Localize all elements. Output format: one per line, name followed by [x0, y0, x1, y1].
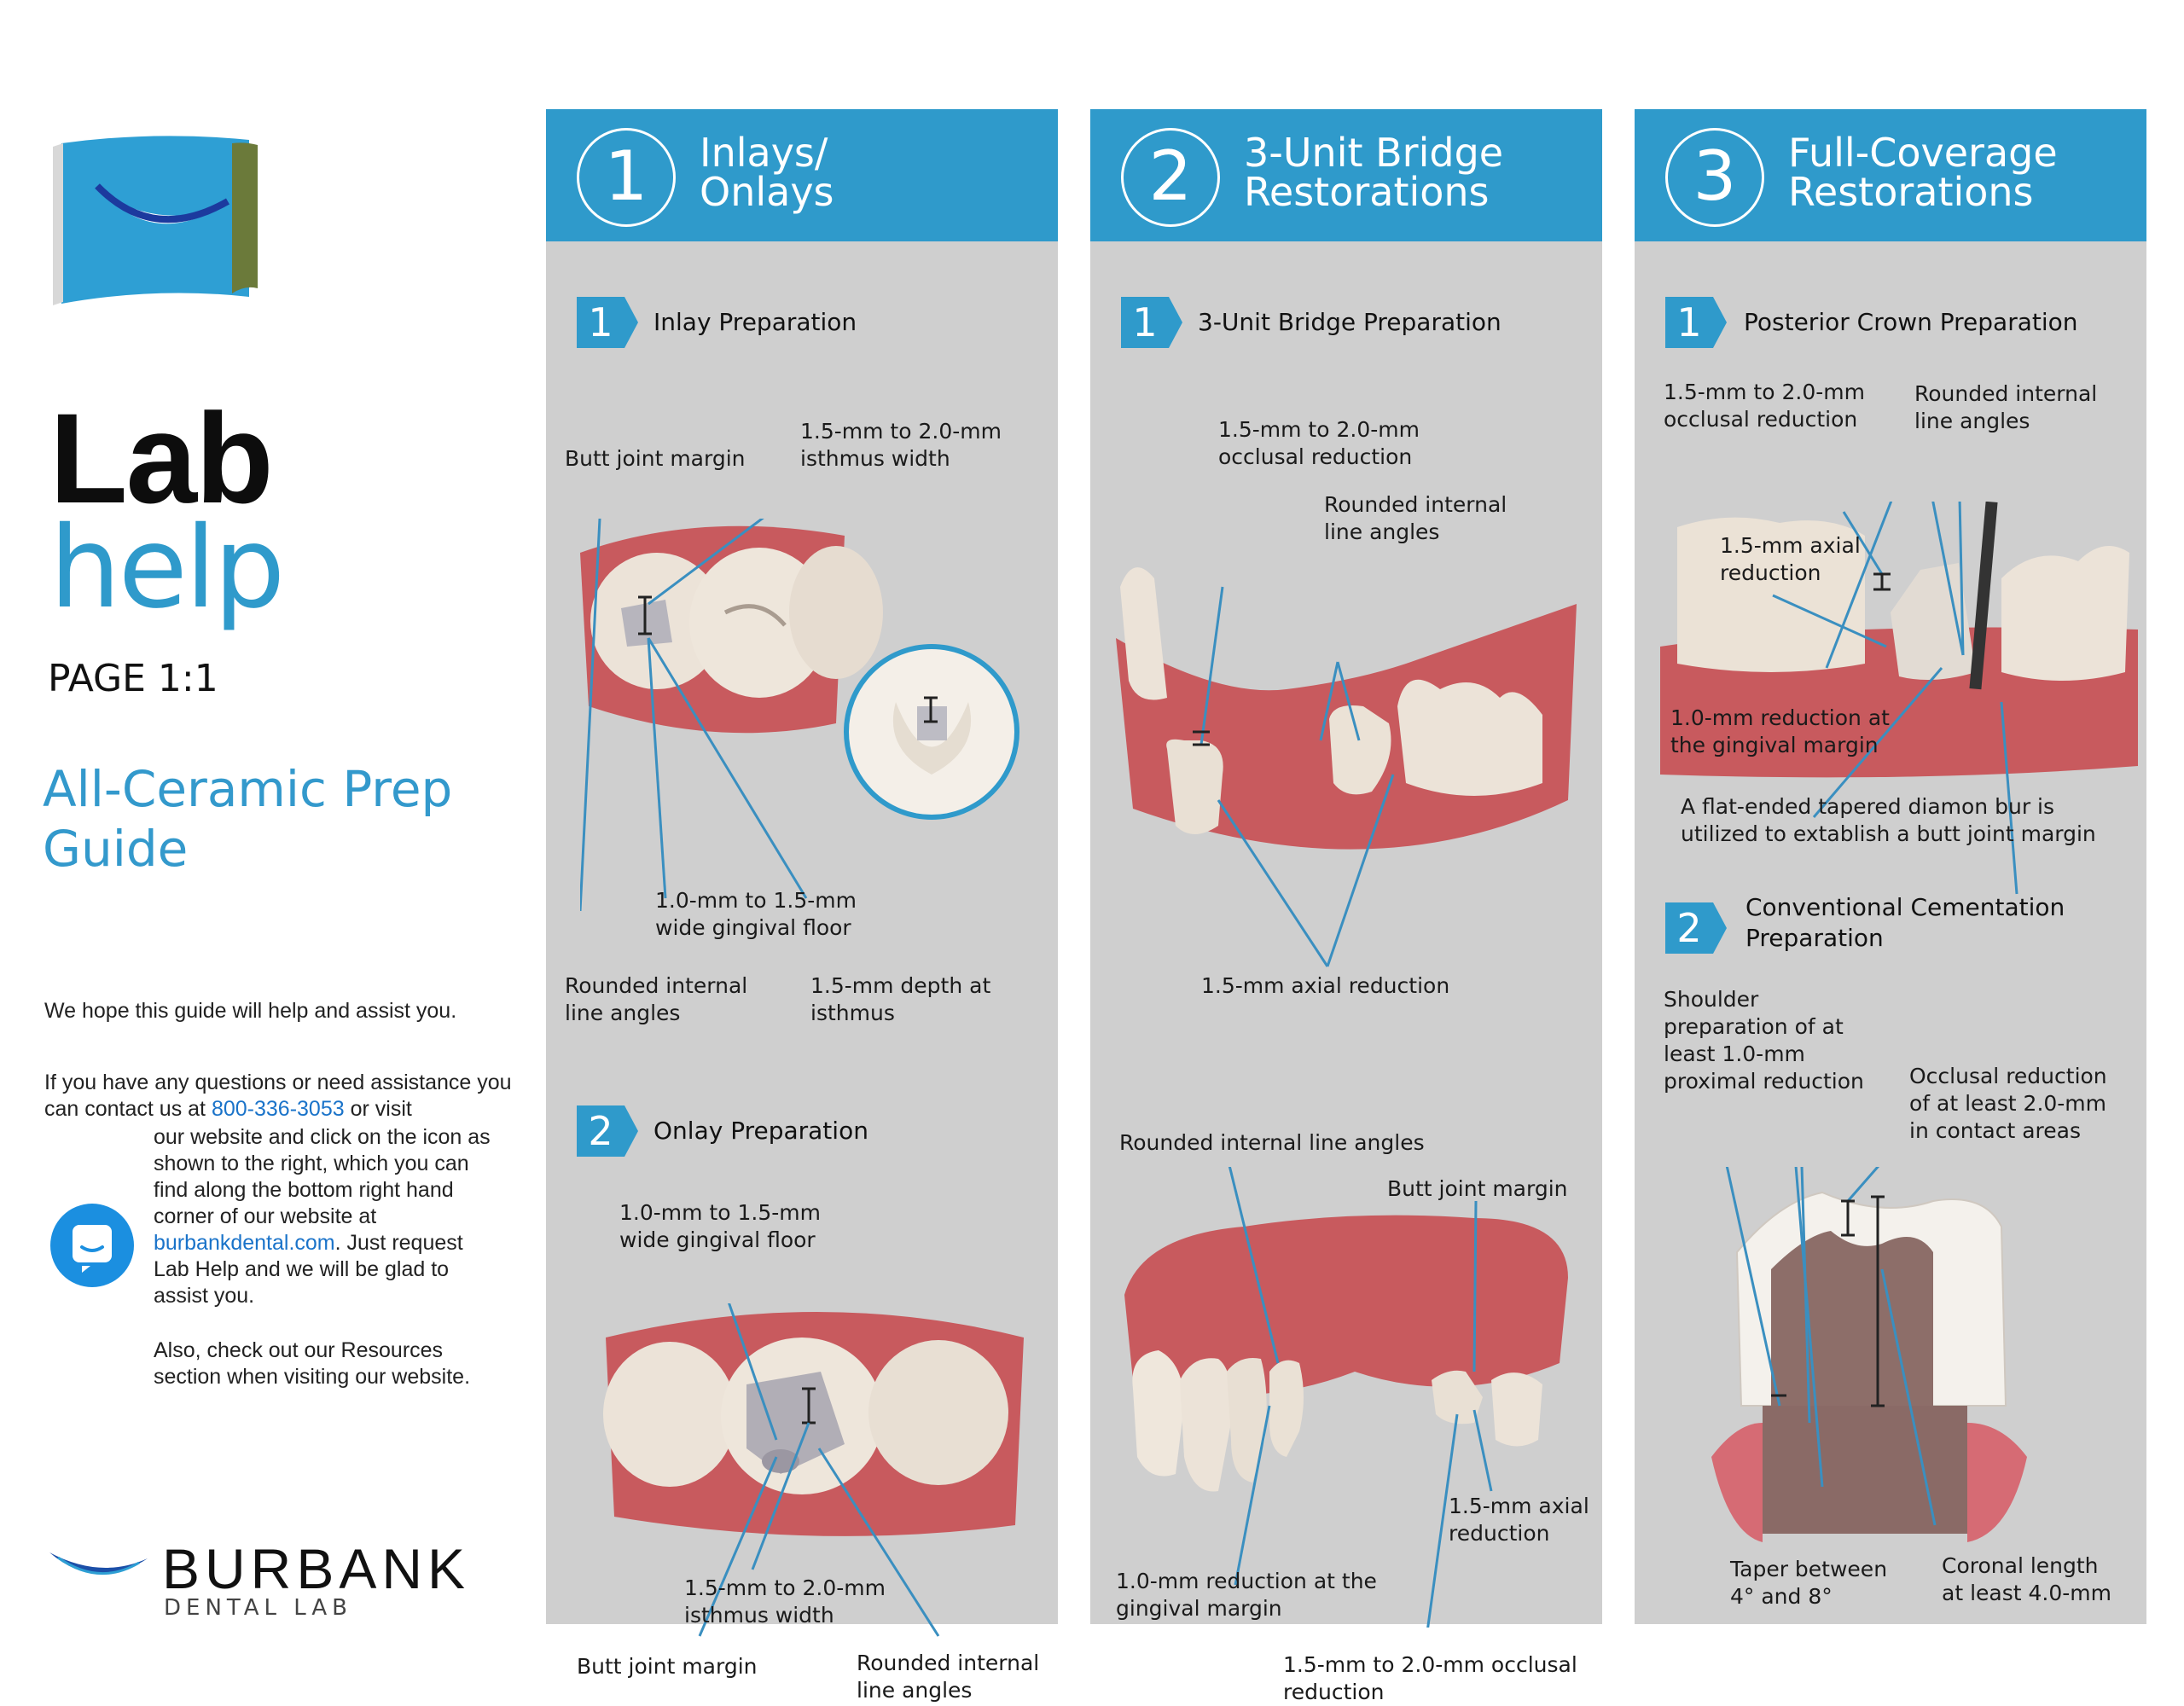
label-butt-joint: Butt joint margin: [565, 446, 746, 471]
lab-title: Lab: [49, 386, 272, 530]
website-text: [154, 1124, 503, 1309]
brand-subtitle: DENTAL LAB: [164, 1595, 353, 1621]
column-title: 3-Unit Bridge Restorations: [1244, 130, 1504, 215]
section-number: 2: [588, 1108, 613, 1154]
contact-text: [44, 1070, 522, 1123]
label-axial-reduction: 1.5-mm axial reduction: [1720, 533, 1861, 585]
label-occlusal-reduction: 1.5-mm to 2.0-mm occlusal reduction: [1218, 417, 1420, 469]
section-number: 2: [1676, 905, 1702, 951]
label-gingival-margin: 1.0-mm reduction at the gingival margin: [1116, 1569, 1377, 1621]
guide-subtitle: All-Ceramic Prep Guide: [43, 760, 453, 878]
website-text-part2: . Just request Lab Help and we will be glad to assist you.: [154, 1231, 463, 1308]
contact-suffix: or visit: [344, 1097, 412, 1121]
label-rounded-angles: Rounded internal line angles: [565, 973, 748, 1025]
column-number: 3: [1665, 128, 1764, 227]
help-title: help: [49, 502, 283, 634]
section-badge: [577, 297, 636, 348]
column-number: 2: [1121, 128, 1220, 227]
website-link[interactable]: burbankdental.com: [154, 1231, 335, 1255]
label-isthmus-width: 1.5-mm to 2.0-mm isthmus width: [800, 419, 1002, 471]
label-taper: Taper between 4° and 8°: [1730, 1557, 1888, 1609]
label-gingival-floor: 1.0-mm to 1.5-mm wide gingival floor: [655, 888, 857, 940]
label-axial-reduction-lower: 1.5-mm axial reduction: [1449, 1494, 1589, 1546]
label-butt-joint: Butt joint margin: [1387, 1176, 1568, 1201]
column-full-coverage: [1635, 109, 2146, 1624]
column-header: [1090, 109, 1602, 241]
website-text-part1: our website and click on the icon as shown to the right, which you can find along the bottom right hand corner of our website at: [154, 1125, 491, 1228]
section-number: 1: [1676, 299, 1702, 345]
contact-prefix: If you have any questions or need assistance you can contact us at: [44, 1071, 512, 1121]
intro-text: We hope this guide will help and assist you.: [44, 999, 457, 1023]
label-coronal-length: Coronal length at least 4.0-mm: [1942, 1553, 2111, 1605]
lab-help-flag-logo-icon: [53, 135, 266, 305]
label-gingival-reduction: 1.0-mm reduction at the gingival margin: [1670, 705, 1890, 757]
label-depth-isthmus: 1.5-mm depth at isthmus: [810, 973, 991, 1025]
label-rounded-angles: Rounded internal line angles: [857, 1651, 1040, 1703]
label-rounded-angles-lower: Rounded internal line angles: [1119, 1130, 1425, 1155]
section-number: 1: [1132, 299, 1158, 345]
column-bridge: [1090, 109, 1602, 1704]
label-isthmus-width: 1.5-mm to 2.0-mm isthmus width: [684, 1575, 886, 1628]
section-badge: [1665, 902, 1725, 954]
brand-name: BURBANK: [162, 1537, 471, 1600]
section-title-inlay: Inlay Preparation: [653, 308, 857, 336]
section-title-onlay: Onlay Preparation: [653, 1117, 868, 1145]
section-number: 1: [588, 299, 613, 345]
label-diamond-bur: A flat-ended tapered diamon bur is utilized to extablish a butt joint margin: [1681, 794, 2096, 846]
section-badge: [1665, 297, 1725, 348]
label-gingival-floor: 1.0-mm to 1.5-mm wide gingival floor: [619, 1200, 821, 1252]
burbank-swoosh-icon: [49, 1546, 152, 1588]
section-badge: [577, 1105, 636, 1157]
resources-text: Also, check out our Resources section when visiting our website.: [154, 1338, 471, 1389]
label-butt-joint: Butt joint margin: [577, 1654, 758, 1679]
label-occlusal-reduction-lower: 1.5-mm to 2.0-mm occlusal reduction: [1283, 1652, 1577, 1704]
label-occlusal-reduction: 1.5-mm to 2.0-mm occlusal reduction: [1664, 380, 1865, 432]
page-label: PAGE 1:1: [48, 657, 218, 700]
column-number: 1: [577, 128, 676, 227]
phone-link[interactable]: 800-336-3053: [211, 1097, 345, 1121]
label-occlusal-contact: Occlusal reduction of at least 2.0-mm in contact areas: [1909, 1064, 2107, 1143]
chat-icon: [49, 1203, 135, 1288]
section-title-bridge: 3-Unit Bridge Preparation: [1198, 308, 1502, 336]
column-inlays-onlays: [546, 109, 1058, 1703]
column-header: [546, 109, 1058, 241]
label-rounded-angles: Rounded internal line angles: [1914, 381, 2098, 433]
section-title-cementation: Conventional Cementation Preparation: [1745, 893, 2065, 952]
section-title-posterior-crown: Posterior Crown Preparation: [1744, 308, 2078, 336]
column-title: Full-Coverage Restorations: [1788, 130, 2058, 215]
bridge-prep-illustration: [1116, 553, 1594, 979]
column-title: Inlays/ Onlays: [700, 130, 834, 215]
label-rounded-angles: Rounded internal line angles: [1324, 492, 1507, 544]
label-shoulder-preparation: Shoulder preparation of at least 1.0-mm proximal reduction: [1664, 987, 1864, 1094]
inlay-illustration: [580, 519, 1058, 911]
label-axial-reduction: 1.5-mm axial reduction: [1201, 973, 1450, 998]
bridge-anterior-illustration: [1116, 1167, 1594, 1628]
section-badge: [1121, 297, 1181, 348]
column-header: [1635, 109, 2146, 241]
